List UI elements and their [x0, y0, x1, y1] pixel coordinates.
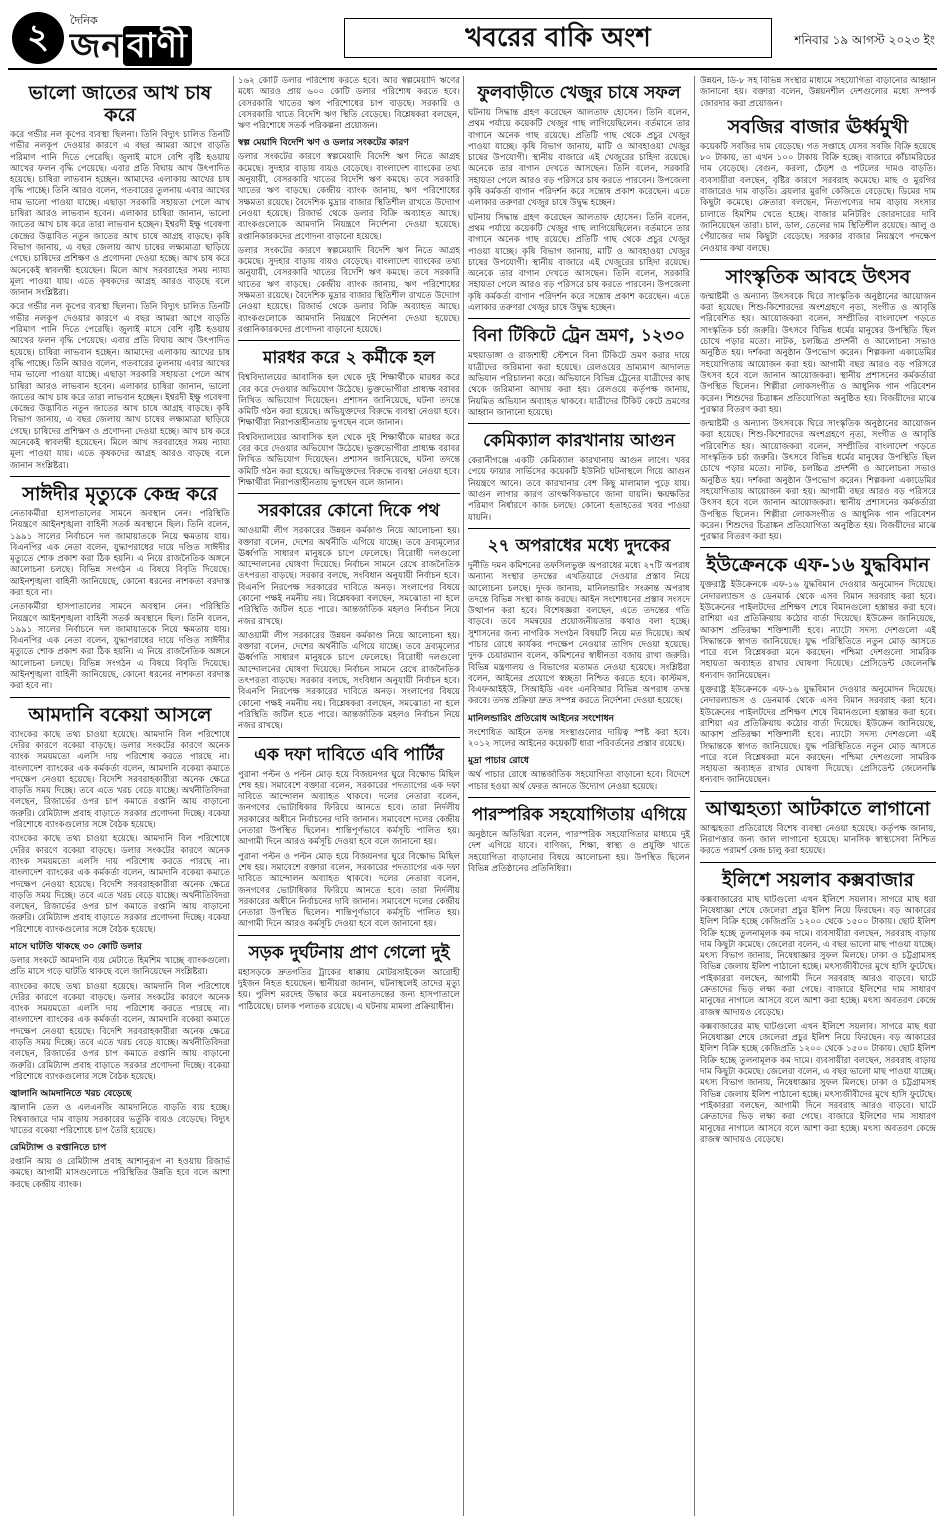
paper-prefix: দৈনিক	[70, 14, 98, 27]
headline: সরকারের কোনো দিকে পথ	[258, 501, 440, 522]
article-body: মহুয়াডাঙ্গা ও রাজশাহী স্টেশনে বিনা টিকিটে ভ্রমণ করার দায়ে যাত্রীদের জরিমানা করা হয়েছে। রেলওয়ের ভ্রাম্যমাণ আদালত অভিযান পরিচালনা করে। অভিযানে বিভিন্ন ট্রেনের যাত্রীদের কাছ থেকে জরিমানা আদায় করা হয়। রেলওয়ে কর্তৃপক্ষ জানায়, নিয়মিত অভিযান অব্যাহত থাকবে। যাত্রীদের টিকিট কেটে ভ্রমণের আহ্বান জানানো হয়েছে।	[468, 351, 690, 418]
headline: সাংস্কৃতিক আবহে উৎসব	[725, 265, 911, 288]
headline: সাঈদীর মৃত্যুকে কেন্দ্র করে	[22, 482, 218, 505]
subheading: স্বল্প মেয়াদি বিদেশি ঋণ ও ডলার সংকটের কারণ	[238, 138, 409, 149]
article-body: পুরানা পল্টন ও পল্টন মোড় হয়ে বিজয়নগর ঘুরে বিক্ষোভ মিছিল শেষ হয়। সমাবেশে বক্তারা বলেন, সরকারের পদত্যাগের এক দফা দাবিতে আন্দোলন অব্যাহত থাকবে। দলের নেতারা বলেন, জনগণের ভোটাধিকার ফিরিয়ে আনতে হবে। তারা নির্দলীয় সরকারের অধীনে নির্বাচনের দাবি জানান। সমাবেশে দলের কেন্দ্রীয় নেতারা উপস্থিত ছিলেন। শান্তিপূর্ণভাবে কর্মসূচি পালিত হয়। আগামী দিনে আরও কর্মসূচি দেওয়া হবে বলে জানানো হয়।	[238, 851, 460, 930]
article-body: দুর্নীতি দমন কমিশনের তফসিলভুক্ত অপরাধের মধ্যে ২৭টি অপরাধ অন্যান্য সংস্থার তদন্তের এখতিয়ারে দেওয়ার প্রস্তাব নিয়ে আলোচনা চলছে। দুদক জানায়, মানিলন্ডারিং সংক্রান্ত অপরাধ তদন্তে বিভিন্ন সংস্থা কাজ করছে। আইন সংশোধনের প্রস্তাব সংসদে উত্থাপন করা হবে। বিশেষজ্ঞরা বলছেন, এতে তদন্তের গতি বাড়বে। তবে সমন্বয়ের প্রয়োজনীয়তার কথাও বলা হচ্ছে। সুশাসনের জন্য নাগরিক সংগঠন বিষয়টি নিয়ে মত দিয়েছে। অর্থ পাচার রোধে কার্যকর পদক্ষেপ নেওয়ার তাগিদ দেওয়া হয়েছে। দুদক চেয়ারম্যান বলেন, কমিশনের স্বাধীনতা বজায় রাখা জরুরি। বিভিন্ন মন্ত্রণালয় ও বিভাগের মতামত নেওয়া হয়েছে। সংশ্লিষ্টরা বলেন, আইনের প্রয়োগে স্বচ্ছতা নিশ্চিত করতে হবে। কাস্টমস, বিএফআইইউ, সিআইডি এবং এনবিআর বিভিন্ন অপরাধ তদন্ত করবে। তদন্ত প্রক্রিয়া দ্রুত সম্পন্ন করতে নির্দেশনা দেওয়া হয়েছে।	[468, 560, 690, 707]
newspaper-logo	[70, 20, 192, 77]
article-body: উন্নয়ন, ডি-৮ সহ বিভিন্ন সংস্থার মাধ্যমে সহযোগিতা বাড়ানোর আহ্বান জানানো হয়। বক্তারা বলেন, উন্নয়নশীল দেশগুলোর মধ্যে সম্পর্ক জোরদার করা প্রয়োজন।	[700, 76, 936, 109]
column-rule	[694, 76, 695, 1516]
column-rule	[463, 76, 464, 1516]
logo-part-1: জন	[70, 26, 123, 66]
article-body: মহাসড়কে দ্রুতগতির ট্রাকের ধাক্কায় মোটরসাইকেল আরোহী দুইজন নিহত হয়েছেন। স্থানীয়রা জানান, ঘটনাস্থলেই তাদের মৃত্যু হয়। পুলিশ মরদেহ উদ্ধার করে ময়নাতদন্তের জন্য হাসপাতালে পাঠিয়েছে। চালক পলাতক রয়েছে। এ ঘটনায় মামলা প্রক্রিয়াধীন।	[238, 967, 460, 1012]
article-body: ডলার সংকটের কারণে স্বল্পমেয়াদি বিদেশি ঋণ নিতে আগ্রহ কমেছে। সুদহার বাড়ায় ব্যয়ও বেড়েছে। বাংলাদেশ ব্যাংকের তথ্য অনুযায়ী, বেসরকারি খাতের বিদেশি ঋণ কমছে। তবে সরকারি খাতের ঋণ বাড়ছে। কেন্দ্রীয় ব্যাংক জানায়, ঋণ পরিশোধের সক্ষমতা রয়েছে। বৈদেশিক মুদ্রার বাজার স্থিতিশীল রাখতে উদ্যোগ নেওয়া হয়েছে। রিজার্ভ থেকে ডলার বিক্রি অব্যাহত আছে। ব্যাংকগুলোকে আমদানি নিয়ন্ত্রণে নির্দেশনা দেওয়া হয়েছে। রপ্তানিকারকদের প্রণোদনা বাড়ানো হয়েছে।	[238, 152, 460, 242]
article-body: যুক্তরাষ্ট্র ইউক্রেনকে এফ-১৬ যুদ্ধবিমান দেওয়ার অনুমোদন দিয়েছে। নেদারল্যান্ডস ও ডেনমার্ক থেকে এসব বিমান সরবরাহ করা হবে। ইউক্রেনের পাইলটদের প্রশিক্ষণ শেষে বিমানগুলো হস্তান্তর করা হবে। রাশিয়া এর প্রতিক্রিয়ায় কঠোর বার্তা দিয়েছে। ইউক্রেন জানিয়েছে, আকাশ প্রতিরক্ষা শক্তিশালী হবে। ন্যাটো সদস্য দেশগুলো এই সিদ্ধান্তকে স্বাগত জানিয়েছে। যুদ্ধ পরিস্থিতিতে নতুন মোড় আসতে পারে বলে বিশ্লেষকরা মনে করছেন। পশ্চিমা দেশগুলো সামরিক সহায়তা অব্যাহত রাখার ঘোষণা দিয়েছে। প্রেসিডেন্ট জেলেনস্কি ধন্যবাদ জানিয়েছেন।	[700, 580, 936, 681]
article-body: কয়েকটি সবজির দাম বেড়েছে। গত সপ্তাহে যেসব সবজি বিক্রি হয়েছে ৮০ টাকায়, তা এখন ১০০ টাকায় বিক্রি হচ্ছে। বাজারে কাঁচামরিচের দাম বেড়েছে। বেগুন, করলা, ঢেঁড়শ ও পটলের দামও বাড়তি। ব্যবসায়ীরা বলছেন, বৃষ্টির কারণে সরবরাহ কমেছে। মাছ ও মুরগির বাজারেও দাম বাড়তি। ব্রয়লার মুরগি কেজিতে বেড়েছে। ডিমের দাম কিছুটা কমেছে। ক্রেতারা বলছেন, নিত্যপণ্যের দাম বাড়ায় সংসার চালাতে হিমশিম খেতে হচ্ছে। বাজার মনিটরিং জোরদারের দাবি জানিয়েছেন তারা। চাল, ডাল, তেলের দাম স্থিতিশীল রয়েছে। আলু ও পেঁয়াজের দাম কিছুটা বেড়েছে। সরকার বাজার নিয়ন্ত্রণে পদক্ষেপ নেওয়ার কথা বলছে।	[700, 141, 936, 254]
subheading: মানিলন্ডারিং প্রতিরোধ আইনের সংশোধন	[468, 713, 615, 724]
article-body: অনুষ্ঠানে অতিথিরা বলেন, পারস্পরিক সহযোগিতার মাধ্যমে দুই দেশ এগিয়ে যাবে। বাণিজ্য, শিক্ষা, স্বাস্থ্য ও প্রযুক্তি খাতে সহযোগিতা বাড়ানোর বিষয়ে আলোচনা হয়। উপস্থিত ছিলেন বিভিন্ন প্রতিষ্ঠানের প্রতিনিধিরা।	[468, 829, 690, 874]
article-body: আত্মহত্যা প্রতিরোধে বিশেষ ব্যবস্থা নেওয়া হয়েছে। কর্তৃপক্ষ জানায়, নিরাপত্তার জন্য জাল লাগানো হয়েছে। মানসিক স্বাস্থ্যসেবা নিশ্চিত করতে পরামর্শ কেন্দ্র চালু করা হয়েছে।	[700, 823, 936, 857]
article-body: ঘটনায় সিদ্ধান্ত গ্রহণ করেছেন আলতাফ হোসেন। তিনি বলেন, প্রথম পর্যায়ে কয়েকটি খেজুর গাছ লাগিয়েছিলেন। বর্তমানে তার বাগানে অনেক গাছ রয়েছে। প্রতিটি গাছ থেকে প্রচুর খেজুর পাওয়া যাচ্ছে। কৃষি বিভাগ জানায়, মাটি ও আবহাওয়া খেজুর চাষের উপযোগী। স্থানীয় বাজারে এই খেজুরের চাহিদা রয়েছে। অনেকে তার বাগান দেখতে আসছেন। তিনি বলেন, সরকারি সহায়তা পেলে আরও বড় পরিসরে চাষ করতে পারবেন। উপজেলা কৃষি কর্মকর্তা বাগান পরিদর্শন করে সন্তোষ প্রকাশ করেছেন। এতে এলাকার তরুণরা খেজুর চাষে উদ্বুদ্ধ হচ্ছেন।	[468, 108, 690, 209]
logo-part-2: বাণী	[123, 26, 192, 66]
article-body: নেতাকর্মীরা হাসপাতালের সামনে অবস্থান নেন। পরিস্থিতি নিয়ন্ত্রণে আইনশৃঙ্খলা বাহিনী সতর্ক অবস্থানে ছিল। তিনি বলেন, ১৯৯১ সালের নির্বাচনে দল জামায়াতকে নিয়ে ক্ষমতায় যায়। বিএনপির এক নেতা বলেন, যুদ্ধাপরাধের দায়ে দণ্ডিত সাঈদীর মৃত্যুতে শোক প্রকাশ করা ঠিক হয়নি। এ নিয়ে রাজনৈতিক অঙ্গনে আলোচনা চলছে। বিভিন্ন সংগঠন এ বিষয়ে বিবৃতি দিয়েছে। আইনশৃঙ্খলা বাহিনী জানিয়েছে, কোনো ধরনের নাশকতা বরদাস্ত করা হবে না।	[10, 602, 230, 692]
article-body: ডলার সংকটের কারণে স্বল্পমেয়াদি বিদেশি ঋণ নিতে আগ্রহ কমেছে। সুদহার বাড়ায় ব্যয়ও বেড়েছে। বাংলাদেশ ব্যাংকের তথ্য অনুযায়ী, বেসরকারি খাতের বিদেশি ঋণ কমছে। তবে সরকারি খাতের ঋণ বাড়ছে। কেন্দ্রীয় ব্যাংক জানায়, ঋণ পরিশোধের সক্ষমতা রয়েছে। বৈদেশিক মুদ্রার বাজার স্থিতিশীল রাখতে উদ্যোগ নেওয়া হয়েছে। রিজার্ভ থেকে ডলার বিক্রি অব্যাহত আছে। ব্যাংকগুলোকে আমদানি নিয়ন্ত্রণে নির্দেশনা দেওয়া হয়েছে। রপ্তানিকারকদের প্রণোদনা বাড়ানো হয়েছে।	[238, 245, 460, 335]
column-2	[238, 76, 460, 1516]
column-1	[10, 76, 230, 1516]
section-title: খবরের বাকি অংশ	[344, 18, 772, 58]
issue-date: শনিবার ১৯ আগস্ট ২০২৩ ইং	[794, 33, 935, 47]
article-body: কক্সবাজারের মাছ ঘাটগুলো এখন ইলিশে সয়লাব। সাগরে মাছ ধরা নিষেধাজ্ঞা শেষে জেলেরা প্রচুর ইলিশ নিয়ে ফিরছেন। বড় আকারের ইলিশ বিক্রি হচ্ছে কেজিপ্রতি ১২০০ থেকে ১৫০০ টাকায়। ছোট ইলিশ বিক্রি হচ্ছে তুলনামূলক কম দামে। ব্যবসায়ীরা বলছেন, সরবরাহ বাড়ায় দাম কিছুটা কমেছে। জেলেরা বলেন, এ বছর ভালো মাছ পাওয়া যাচ্ছে। মৎস্য বিভাগ জানায়, নিষেধাজ্ঞার সুফল মিলছে। ঢাকা ও চট্টগ্রামসহ বিভিন্ন জেলায় ইলিশ পাঠানো হচ্ছে। মৎস্যজীবীদের মুখে হাসি ফুটেছে। পাইকাররা বলছেন, আগামী দিনে সরবরাহ আরও বাড়বে। ঘাটে ক্রেতাদের ভিড় লক্ষ্য করা গেছে। বাজারে ইলিশের দাম সাধারণ মানুষের নাগালে আসবে বলে আশা করা হচ্ছে। মৎস্য অবতরণ কেন্দ্রে রাজস্ব আদায়ও বেড়েছে।	[700, 1021, 936, 1145]
article-body: আওয়ামী লীগ সরকারের উন্নয়ন কর্মকাণ্ড নিয়ে আলোচনা হয়। বক্তারা বলেন, দেশের অর্থনীতি এগিয়ে যাচ্ছে। তবে দ্রব্যমূল্যের ঊর্ধ্বগতি সাধারণ মানুষকে চাপে ফেলেছে। বিরোধী দলগুলো আন্দোলনের ঘোষণা দিয়েছে। নির্বাচন সামনে রেখে রাজনৈতিক তৎপরতা বাড়ছে। সরকার বলছে, সংবিধান অনুযায়ী নির্বাচন হবে। বিএনপি নিরপেক্ষ সরকারের দাবিতে অনড়। সংলাপের বিষয়ে কোনো পক্ষই নমনীয় নয়। বিশ্লেষকরা বলছেন, সমঝোতা না হলে পরিস্থিতি জটিল হতে পারে। আন্তর্জাতিক মহলও নির্বাচন নিয়ে নজর রাখছে।	[238, 526, 460, 627]
headline: এক দফা দাবিতে এবি পার্টির	[254, 744, 444, 765]
headline: সড়ক দুর্ঘটনায় প্রাণ গেলো দুই	[248, 942, 450, 963]
headline: আমদানি বকেয়া আসলে	[28, 703, 212, 726]
article-body: রপ্তানি আয় ও রেমিট্যান্স প্রবাহ আশানুরূপ না হওয়ায় রিজার্ভ কমছে। আগামী মাসগুলোতে পরিস্থিতির উন্নতি হবে বলে আশা করছে কেন্দ্রীয় ব্যাংক।	[10, 1157, 230, 1190]
article-body: জ্বালানি তেল ও এলএনজি আমদানিতে বাড়তি ব্যয় হচ্ছে। বিশ্ববাজারে দাম বাড়ায় সরকারের ভর্তুকি ব্যয়ও বেড়েছে। বিদ্যুৎ খাতের বকেয়া পরিশোধে চাপ তৈরি হয়েছে।	[10, 1103, 230, 1136]
article-body: ডলার সংকটে আমদানি ব্যয় মেটাতে হিমশিম খাচ্ছে ব্যাংকগুলো। প্রতি মাসে গড়ে ঘাটতি থাকছে বলে জানিয়েছেন সংশ্লিষ্টরা।	[10, 956, 230, 978]
headline: আত্মহত্যা আটকাতে লাগানো	[705, 797, 931, 820]
headline: ইউক্রেনকে এফ-১৬ যুদ্ধবিমান	[706, 554, 930, 577]
headline: পারস্পরিক সহযোগিতায় এগিয়ে	[471, 804, 687, 825]
headline: বিনা টিকিটে ট্রেন ভ্রমণ, ১২৩০	[472, 326, 686, 347]
article-body: নেতাকর্মীরা হাসপাতালের সামনে অবস্থান নেন। পরিস্থিতি নিয়ন্ত্রণে আইনশৃঙ্খলা বাহিনী সতর্ক অবস্থানে ছিল। তিনি বলেন, ১৯৯১ সালের নির্বাচনে দল জামায়াতকে নিয়ে ক্ষমতায় যায়। বিএনপির এক নেতা বলেন, যুদ্ধাপরাধের দায়ে দণ্ডিত সাঈদীর মৃত্যুতে শোক প্রকাশ করা ঠিক হয়নি। এ নিয়ে রাজনৈতিক অঙ্গনে আলোচনা চলছে। বিভিন্ন সংগঠন এ বিষয়ে বিবৃতি দিয়েছে। আইনশৃঙ্খলা বাহিনী জানিয়েছে, কোনো ধরনের নাশকতা বরদাস্ত করা হবে না।	[10, 508, 230, 598]
headline: ২৭ অপরাধের মধ্যে দুদকের	[487, 535, 671, 556]
article-body: করে গন্ডীর নল কূপের ব্যবস্থা ছিলনা। তিনি বিদ্যুৎ চালিত তিনটি গভীর নলকূপ দেওয়ার কারণে এ বছর আমরা আগে বাড়তি পরিমাণ পানি দিতে পেরেছি। জুলাই মাসে বেশি বৃষ্টি হওয়ায় আখের ফলন বৃদ্ধি পেয়েছে। এবার প্রতি বিঘায় আখ উৎপাদিত হয়েছে। চাষিরা লাভবান হচ্ছেন। আমাদের এলাকায় আখের চাষ বৃদ্ধি পাচ্ছে। তিনি আরও বলেন, গতবারের তুলনায় এবার আখের দাম ভালো পাওয়া যাচ্ছে। এছাড়া সরকারি সহায়তা পেলে আখ চাষিরা আরও লাভবান হবেন। এলাকার চাষিরা জানান, ভালো জাতের আখ চাষ করে তারা লাভবান হচ্ছেন। ইশ্বরদী ইক্ষু গবেষণা কেন্দ্রের উদ্ভাবিত নতুন জাতের আখ চাষে আগ্রহ বাড়ছে। কৃষি বিভাগ জানায়, এ বছর জেলায় আখ চাষের লক্ষ্যমাত্রা ছাড়িয়ে গেছে। চাষিদের প্রশিক্ষণ ও প্রণোদনা দেওয়া হচ্ছে। আখ চাষ করে অনেকেই স্বাবলম্বী হয়েছেন। মিলে আখ সরবরাহের সময় ন্যায্য মূল্য পাওয়া যায়। এতে কৃষকদের আগ্রহ আরও বাড়ছে বলে জানান সংশ্লিষ্টরা।	[10, 130, 230, 299]
article-body: বিশ্ববিদ্যালয়ের আবাসিক হল থেকে দুই শিক্ষার্থীকে মারধর করে বের করে দেওয়ার অভিযোগ উঠেছে। ভুক্তভোগীরা প্রাধ্যক্ষ বরাবর লিখিত অভিযোগ দিয়েছেন। প্রশাসন জানিয়েছে, ঘটনা তদন্তে কমিটি গঠন করা হয়েছে। অভিযুক্তদের বিরুদ্ধে ব্যবস্থা নেওয়া হবে। শিক্ষার্থীরা নিরাপত্তাহীনতায় ভুগছেন বলে জানান।	[238, 373, 460, 429]
article-body: আওয়ামী লীগ সরকারের উন্নয়ন কর্মকাণ্ড নিয়ে আলোচনা হয়। বক্তারা বলেন, দেশের অর্থনীতি এগিয়ে যাচ্ছে। তবে দ্রব্যমূল্যের ঊর্ধ্বগতি সাধারণ মানুষকে চাপে ফেলেছে। বিরোধী দলগুলো আন্দোলনের ঘোষণা দিয়েছে। নির্বাচন সামনে রেখে রাজনৈতিক তৎপরতা বাড়ছে। সরকার বলছে, সংবিধান অনুযায়ী নির্বাচন হবে। বিএনপি নিরপেক্ষ সরকারের দাবিতে অনড়। সংলাপের বিষয়ে কোনো পক্ষই নমনীয় নয়। বিশ্লেষকরা বলছেন, সমঝোতা না হলে পরিস্থিতি জটিল হতে পারে। আন্তর্জাতিক মহলও নির্বাচন নিয়ে নজর রাখছে।	[238, 630, 460, 732]
article-body: জন্মাষ্টমী ও অন্যান্য উৎসবকে ঘিরে সাংস্কৃতিক অনুষ্ঠানের আয়োজন করা হয়েছে। শিশু-কিশোরদের অংশগ্রহণে নৃত্য, সংগীত ও আবৃত্তি পরিবেশিত হয়। আয়োজকরা বলেন, সম্প্রীতির বাংলাদেশ গড়তে সাংস্কৃতিক চর্চা জরুরি। উৎসবে বিভিন্ন ধর্মের মানুষের উপস্থিতি ছিল চোখে পড়ার মতো। নাটক, চলচ্চিত্র প্রদর্শনী ও আলোচনা সভাও অনুষ্ঠিত হয়। দর্শকরা অনুষ্ঠান উপভোগ করেন। শিল্পকলা একাডেমির সহযোগিতায় আয়োজন করা হয়। আগামী বছর আরও বড় পরিসরে উৎসব হবে বলে জানান আয়োজকরা। স্থানীয় প্রশাসনের কর্মকর্তারা উপস্থিত ছিলেন। শিল্পীরা লোকসংগীত ও আধুনিক গান পরিবেশন করেন। শিশুদের চিত্রাঙ্কন প্রতিযোগিতা অনুষ্ঠিত হয়। বিজয়ীদের মাঝে পুরস্কার বিতরণ করা হয়।	[700, 419, 936, 543]
headline: মারধর করে ২ কর্মীকে হল	[263, 348, 435, 369]
article-body: ১৬২ কোটি ডলার পরিশোধ করতে হবে। আর স্বল্পমেয়াদি ঋণের মধ্যে আরও প্রায় ৬০০ কোটি ডলার পরিশোধ করতে হবে। বেসরকারি খাতের ঋণ পরিশোধের চাপ বাড়ছে। সরকারি ও বেসরকারি খাতে বিদেশি ঋণ স্থিতি বেড়েছে। বিশ্লেষকরা বলছেন, ঋণ পরিশোধে সতর্ক পরিকল্পনা প্রয়োজন।	[238, 76, 460, 132]
headline: ইলিশে সয়লাব কক্সবাজার	[722, 868, 914, 891]
column-4	[700, 76, 936, 1516]
article-body: অর্থ পাচার রোধে আন্তর্জাতিক সহযোগিতা বাড়ানো হবে। বিদেশে পাচার হওয়া অর্থ ফেরত আনতে উদ্যোগ নেওয়া হয়েছে।	[468, 770, 690, 792]
article-body: কক্সবাজারের মাছ ঘাটগুলো এখন ইলিশে সয়লাব। সাগরে মাছ ধরা নিষেধাজ্ঞা শেষে জেলেরা প্রচুর ইলিশ নিয়ে ফিরছেন। বড় আকারের ইলিশ বিক্রি হচ্ছে কেজিপ্রতি ১২০০ থেকে ১৫০০ টাকায়। ছোট ইলিশ বিক্রি হচ্ছে তুলনামূলক কম দামে। ব্যবসায়ীরা বলছেন, সরবরাহ বাড়ায় দাম কিছুটা কমেছে। জেলেরা বলেন, এ বছর ভালো মাছ পাওয়া যাচ্ছে। মৎস্য বিভাগ জানায়, নিষেধাজ্ঞার সুফল মিলছে। ঢাকা ও চট্টগ্রামসহ বিভিন্ন জেলায় ইলিশ পাঠানো হচ্ছে। মৎস্যজীবীদের মুখে হাসি ফুটেছে। পাইকাররা বলছেন, আগামী দিনে সরবরাহ আরও বাড়বে। ঘাটে ক্রেতাদের ভিড় লক্ষ্য করা গেছে। বাজারে ইলিশের দাম সাধারণ মানুষের নাগালে আসবে বলে আশা করা হচ্ছে। মৎস্য অবতরণ কেন্দ্রে রাজস্ব আদায়ও বেড়েছে।	[700, 894, 936, 1018]
headline: সবজির বাজার ঊর্ধ্বমুখী	[727, 115, 909, 138]
article-body: যুক্তরাষ্ট্র ইউক্রেনকে এফ-১৬ যুদ্ধবিমান দেওয়ার অনুমোদন দিয়েছে। নেদারল্যান্ডস ও ডেনমার্ক থেকে এসব বিমান সরবরাহ করা হবে। ইউক্রেনের পাইলটদের প্রশিক্ষণ শেষে বিমানগুলো হস্তান্তর করা হবে। রাশিয়া এর প্রতিক্রিয়ায় কঠোর বার্তা দিয়েছে। ইউক্রেন জানিয়েছে, আকাশ প্রতিরক্ষা শক্তিশালী হবে। ন্যাটো সদস্য দেশগুলো এই সিদ্ধান্তকে স্বাগত জানিয়েছে। যুদ্ধ পরিস্থিতিতে নতুন মোড় আসতে পারে বলে বিশ্লেষকরা মনে করছেন। পশ্চিমা দেশগুলো সামরিক সহায়তা অব্যাহত রাখার ঘোষণা দিয়েছে। প্রেসিডেন্ট জেলেনস্কি ধন্যবাদ জানিয়েছেন।	[700, 685, 936, 786]
article-body: করে গন্ডীর নল কূপের ব্যবস্থা ছিলনা। তিনি বিদ্যুৎ চালিত তিনটি গভীর নলকূপ দেওয়ার কারণে এ বছর আমরা আগে বাড়তি পরিমাণ পানি দিতে পেরেছি। জুলাই মাসে বেশি বৃষ্টি হওয়ায় আখের ফলন বৃদ্ধি পেয়েছে। এবার প্রতি বিঘায় আখ উৎপাদিত হয়েছে। চাষিরা লাভবান হচ্ছেন। আমাদের এলাকায় আখের চাষ বৃদ্ধি পাচ্ছে। তিনি আরও বলেন, গতবারের তুলনায় এবার আখের দাম ভালো পাওয়া যাচ্ছে। এছাড়া সরকারি সহায়তা পেলে আখ চাষিরা আরও লাভবান হবেন। এলাকার চাষিরা জানান, ভালো জাতের আখ চাষ করে তারা লাভবান হচ্ছেন। ইশ্বরদী ইক্ষু গবেষণা কেন্দ্রের উদ্ভাবিত নতুন জাতের আখ চাষে আগ্রহ বাড়ছে। কৃষি বিভাগ জানায়, এ বছর জেলায় আখ চাষের লক্ষ্যমাত্রা ছাড়িয়ে গেছে। চাষিদের প্রশিক্ষণ ও প্রণোদনা দেওয়া হচ্ছে। আখ চাষ করে অনেকেই স্বাবলম্বী হয়েছেন। মিলে আখ সরবরাহের সময় ন্যায্য মূল্য পাওয়া যায়। এতে কৃষকদের আগ্রহ আরও বাড়ছে বলে জানান সংশ্লিষ্টরা।	[10, 302, 230, 471]
article-body: ব্যাংকের কাছে তথ্য চাওয়া হয়েছে। আমদানি বিল পরিশোধে দেরির কারণে বকেয়া বাড়ছে। ডলার সংকটের কারণে অনেক ব্যাংক সময়মতো এলসি দায় পরিশোধ করতে পারছে না। বাংলাদেশ ব্যাংকের এক কর্মকর্তা বলেন, আমদানি বকেয়া কমাতে পদক্ষেপ নেওয়া হয়েছে। বিদেশি সরবরাহকারীরা অনেক ক্ষেত্রে বাড়তি সময় দিচ্ছে। তবে এতে খরচ বেড়ে যাচ্ছে। অর্থনীতিবিদরা বলছেন, রিজার্ভের ওপর চাপ কমাতে রপ্তানি আয় বাড়ানো জরুরি। রেমিট্যান্স প্রবাহ বাড়াতে সরকার প্রণোদনা দিচ্ছে। বকেয়া পরিশোধে ব্যাংকগুলোর সঙ্গে বৈঠক হয়েছে।	[10, 834, 230, 935]
article-body: কেরানীগঞ্জে একটি কেমিক্যাল কারখানায় আগুন লাগে। খবর পেয়ে ফায়ার সার্ভিসের কয়েকটি ইউনিট ঘটনাস্থলে গিয়ে আগুন নিয়ন্ত্রণে আনে। তবে কারখানার বেশ কিছু মালামাল পুড়ে যায়। আগুন লাগার কারণ তাৎক্ষণিকভাবে জানা যায়নি। ক্ষয়ক্ষতির পরিমাণ নির্ধারণে কাজ চলছে। কোনো হতাহতের খবর পাওয়া যায়নি।	[468, 456, 690, 523]
headline: ফুলবাড়ীতে খেজুর চাষে সফল	[477, 83, 681, 103]
article-body: সংশোধিত আইনে তদন্ত সংস্থাগুলোর দায়িত্ব স্পষ্ট করা হবে। ২০১২ সালের আইনের কয়েকটি ধারা পরিবর্তনের প্রস্তাব রয়েছে।	[468, 727, 690, 750]
page-number: ২	[12, 12, 64, 64]
article-body: ব্যাংকের কাছে তথ্য চাওয়া হয়েছে। আমদানি বিল পরিশোধে দেরির কারণে বকেয়া বাড়ছে। ডলার সংকটের কারণে অনেক ব্যাংক সময়মতো এলসি দায় পরিশোধ করতে পারছে না। বাংলাদেশ ব্যাংকের এক কর্মকর্তা বলেন, আমদানি বকেয়া কমাতে পদক্ষেপ নেওয়া হয়েছে। বিদেশি সরবরাহকারীরা অনেক ক্ষেত্রে বাড়তি সময় দিচ্ছে। তবে এতে খরচ বেড়ে যাচ্ছে। অর্থনীতিবিদরা বলছেন, রিজার্ভের ওপর চাপ কমাতে রপ্তানি আয় বাড়ানো জরুরি। রেমিট্যান্স প্রবাহ বাড়াতে সরকার প্রণোদনা দিচ্ছে। বকেয়া পরিশোধে ব্যাংকগুলোর সঙ্গে বৈঠক হয়েছে।	[10, 981, 230, 1082]
column-3	[468, 76, 690, 1516]
headline: কেমিক্যাল কারখানায় আগুন	[483, 431, 675, 452]
column-rule	[233, 76, 234, 1516]
subheading: জ্বালানি আমদানিতে খরচ বেড়েছে	[10, 1089, 132, 1100]
article-body: বিশ্ববিদ্যালয়ের আবাসিক হল থেকে দুই শিক্ষার্থীকে মারধর করে বের করে দেওয়ার অভিযোগ উঠেছে। ভুক্তভোগীরা প্রাধ্যক্ষ বরাবর লিখিত অভিযোগ দিয়েছেন। প্রশাসন জানিয়েছে, ঘটনা তদন্তে কমিটি গঠন করা হয়েছে। অভিযুক্তদের বিরুদ্ধে ব্যবস্থা নেওয়া হবে। শিক্ষার্থীরা নিরাপত্তাহীনতায় ভুগছেন বলে জানান।	[238, 432, 460, 488]
article-body: ব্যাংকের কাছে তথ্য চাওয়া হয়েছে। আমদানি বিল পরিশোধে দেরির কারণে বকেয়া বাড়ছে। ডলার সংকটের কারণে অনেক ব্যাংক সময়মতো এলসি দায় পরিশোধ করতে পারছে না। বাংলাদেশ ব্যাংকের এক কর্মকর্তা বলেন, আমদানি বকেয়া কমাতে পদক্ষেপ নেওয়া হয়েছে। বিদেশি সরবরাহকারীরা অনেক ক্ষেত্রে বাড়তি সময় দিচ্ছে। তবে এতে খরচ বেড়ে যাচ্ছে। অর্থনীতিবিদরা বলছেন, রিজার্ভের ওপর চাপ কমাতে রপ্তানি আয় বাড়ানো জরুরি। রেমিট্যান্স প্রবাহ বাড়াতে সরকার প্রণোদনা দিচ্ছে। বকেয়া পরিশোধে ব্যাংকগুলোর সঙ্গে বৈঠক হয়েছে।	[10, 729, 230, 831]
masthead	[8, 6, 937, 70]
subheading: মুদ্রা পাচার রোধে	[468, 756, 529, 767]
headline: ভালো জাতের আখ চাষ করে	[28, 82, 212, 126]
subheading: মাসে ঘাটতি থাকছে ৩০ কোটি ডলার	[10, 942, 142, 952]
article-body: ঘটনায় সিদ্ধান্ত গ্রহণ করেছেন আলতাফ হোসেন। তিনি বলেন, প্রথম পর্যায়ে কয়েকটি খেজুর গাছ লাগিয়েছিলেন। বর্তমানে তার বাগানে অনেক গাছ রয়েছে। প্রতিটি গাছ থেকে প্রচুর খেজুর পাওয়া যাচ্ছে। কৃষি বিভাগ জানায়, মাটি ও আবহাওয়া খেজুর চাষের উপযোগী। স্থানীয় বাজারে এই খেজুরের চাহিদা রয়েছে। অনেকে তার বাগান দেখতে আসছেন। তিনি বলেন, সরকারি সহায়তা পেলে আরও বড় পরিসরে চাষ করতে পারবেন। উপজেলা কৃষি কর্মকর্তা বাগান পরিদর্শন করে সন্তোষ প্রকাশ করেছেন। এতে এলাকার তরুণরা খেজুর চাষে উদ্বুদ্ধ হচ্ছেন।	[468, 212, 690, 314]
article-body: পুরানা পল্টন ও পল্টন মোড় হয়ে বিজয়নগর ঘুরে বিক্ষোভ মিছিল শেষ হয়। সমাবেশে বক্তারা বলেন, সরকারের পদত্যাগের এক দফা দাবিতে আন্দোলন অব্যাহত থাকবে। দলের নেতারা বলেন, জনগণের ভোটাধিকার ফিরিয়ে আনতে হবে। তারা নির্দলীয় সরকারের অধীনে নির্বাচনের দাবি জানান। সমাবেশে দলের কেন্দ্রীয় নেতারা উপস্থিত ছিলেন। শান্তিপূর্ণভাবে কর্মসূচি পালিত হয়। আগামী দিনে আরও কর্মসূচি দেওয়া হবে বলে জানানো হয়।	[238, 769, 460, 848]
article-body: জন্মাষ্টমী ও অন্যান্য উৎসবকে ঘিরে সাংস্কৃতিক অনুষ্ঠানের আয়োজন করা হয়েছে। শিশু-কিশোরদের অংশগ্রহণে নৃত্য, সংগীত ও আবৃত্তি পরিবেশিত হয়। আয়োজকরা বলেন, সম্প্রীতির বাংলাদেশ গড়তে সাংস্কৃতিক চর্চা জরুরি। উৎসবে বিভিন্ন ধর্মের মানুষের উপস্থিতি ছিল চোখে পড়ার মতো। নাটক, চলচ্চিত্র প্রদর্শনী ও আলোচনা সভাও অনুষ্ঠিত হয়। দর্শকরা অনুষ্ঠান উপভোগ করেন। শিল্পকলা একাডেমির সহযোগিতায় আয়োজন করা হয়। আগামী বছর আরও বড় পরিসরে উৎসব হবে বলে জানান আয়োজকরা। স্থানীয় প্রশাসনের কর্মকর্তারা উপস্থিত ছিলেন। শিল্পীরা লোকসংগীত ও আধুনিক গান পরিবেশন করেন। শিশুদের চিত্রাঙ্কন প্রতিযোগিতা অনুষ্ঠিত হয়। বিজয়ীদের মাঝে পুরস্কার বিতরণ করা হয়।	[700, 291, 936, 415]
subheading: রেমিট্যান্স ও রপ্তানিতে চাপ	[10, 1143, 107, 1154]
